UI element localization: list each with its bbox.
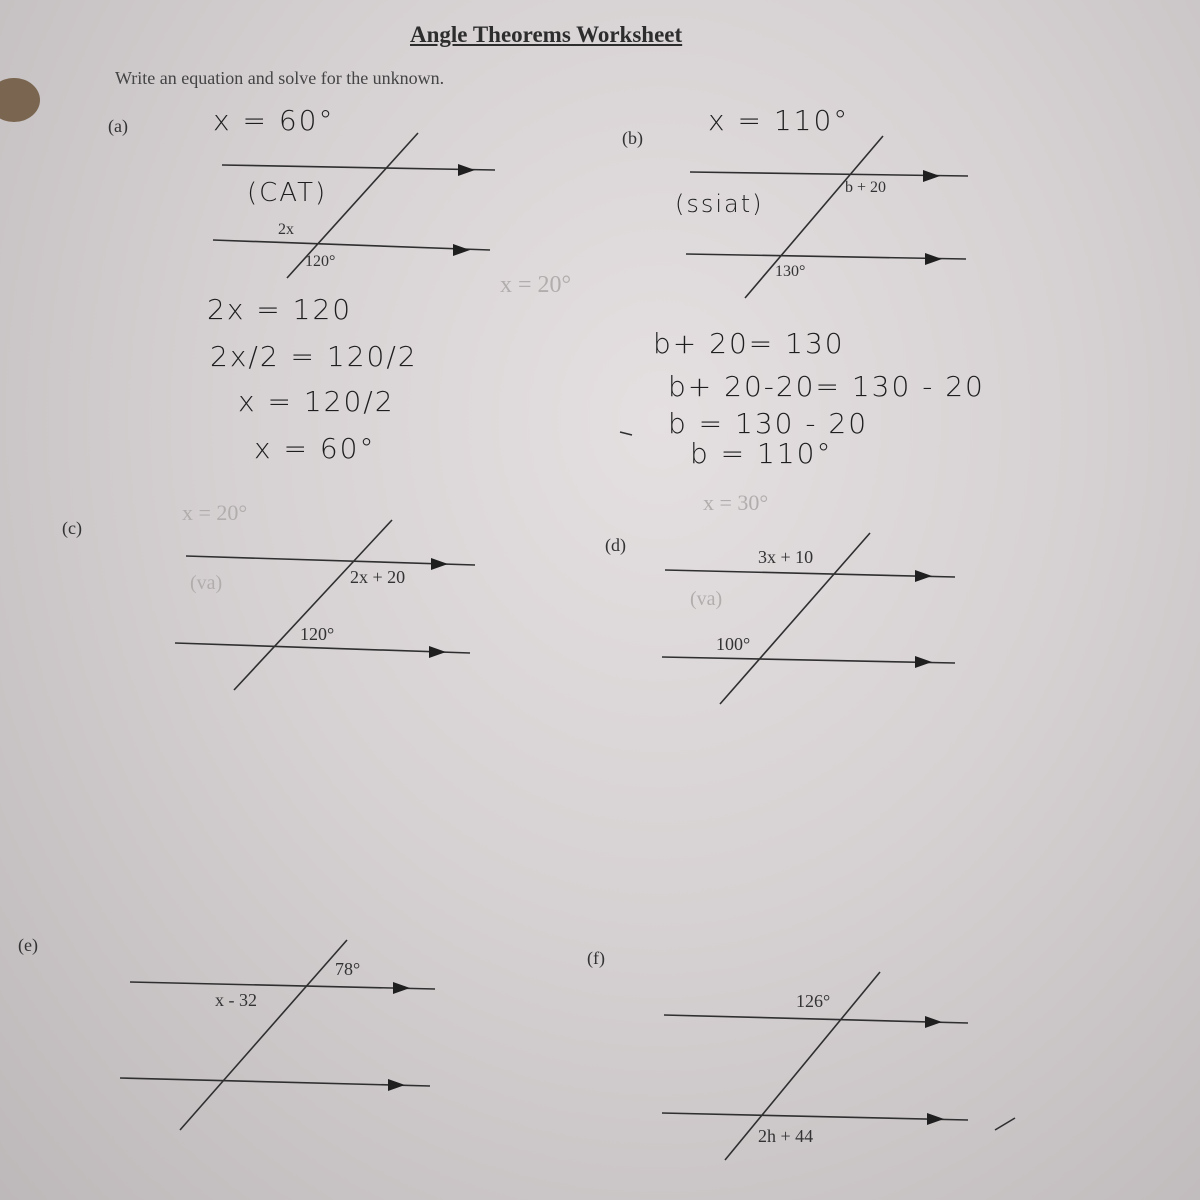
problem-b-theorem-note: (ssiat) — [675, 190, 764, 218]
problem-c-angle-2: 120° — [300, 624, 335, 644]
problem-b-answer: x = 110° — [708, 104, 850, 137]
e-parallel-line-top — [130, 982, 435, 989]
problem-b-label: (b) — [622, 128, 643, 148]
problem-a-angle-2: 120° — [305, 253, 336, 270]
arrow-icon — [453, 244, 470, 256]
problem-a-work-line: 2x/2 = 120/2 — [210, 340, 418, 373]
problem-f-angle-1: 126° — [796, 991, 831, 1011]
arrow-icon — [429, 646, 446, 658]
stray-mark — [620, 432, 632, 435]
d-parallel-line-bottom — [662, 657, 955, 663]
problem-a-answer: x = 60° — [213, 104, 335, 137]
arrow-icon — [915, 656, 932, 668]
arrow-icon — [458, 164, 475, 176]
problem-a-label: (a) — [108, 116, 128, 136]
problem-a-work-line: 2x = 120 — [207, 293, 353, 326]
b-transversal — [745, 136, 883, 298]
problem-a-work-line: x = 120/2 — [238, 385, 395, 418]
problem-a-angle-1: 2x — [278, 221, 294, 238]
problem-d-faint-answer: x = 30° — [703, 490, 769, 515]
c-transversal — [234, 520, 392, 690]
faint-ghost-answer: x = 20° — [500, 272, 572, 298]
arrow-icon — [393, 982, 410, 994]
e-transversal — [180, 940, 347, 1130]
instructions: Write an equation and solve for the unknown. — [115, 68, 445, 88]
worksheet-title: Angle Theorems Worksheet — [410, 22, 683, 47]
problem-a-work-line: x = 60° — [254, 432, 376, 465]
problem-c-faint-note: (va) — [190, 572, 223, 594]
arrow-icon — [388, 1079, 405, 1091]
problem-a-theorem-note: (CAT) — [247, 178, 328, 208]
problem-e-label: (e) — [18, 935, 38, 955]
problem-b-work-line: b = 110° — [690, 437, 833, 470]
problem-d-angle-2: 100° — [716, 634, 751, 654]
problem-c-label: (c) — [62, 518, 82, 538]
arrow-icon — [927, 1113, 944, 1125]
arrow-icon — [915, 570, 932, 582]
b-parallel-line-bottom — [686, 254, 966, 259]
arrow-icon — [923, 170, 940, 182]
arrow-icon — [431, 558, 448, 570]
arrow-icon — [925, 253, 942, 265]
problem-d-angle-1: 3x + 10 — [758, 547, 814, 567]
problem-c-faint-answer: x = 20° — [182, 500, 248, 525]
a-parallel-line-bottom — [213, 240, 490, 250]
problem-b-angle-2: 130° — [775, 263, 806, 280]
problem-c-angle-1: 2x + 20 — [350, 567, 406, 587]
problem-d-faint-note: (va) — [690, 588, 723, 610]
problem-e-angle-1: 78° — [335, 959, 361, 979]
arrow-icon — [925, 1016, 942, 1028]
stray-mark — [995, 1118, 1015, 1130]
a-parallel-line-top — [222, 165, 495, 170]
problem-b-angle-1: b + 20 — [845, 179, 887, 196]
problem-b-work-line: b+ 20-20= 130 - 20 — [668, 370, 985, 403]
problem-b-work-line: b+ 20= 130 — [653, 327, 845, 360]
f-parallel-line-bottom — [662, 1113, 968, 1120]
problem-f-angle-2: 2h + 44 — [758, 1126, 814, 1146]
problem-f-label: (f) — [587, 948, 605, 968]
problem-d-label: (d) — [605, 535, 626, 555]
f-parallel-line-top — [664, 1015, 968, 1023]
problem-e-angle-2: x - 32 — [215, 990, 257, 1010]
d-parallel-line-top — [665, 570, 955, 577]
e-parallel-line-bottom — [120, 1078, 430, 1086]
problem-b-work-line: b = 130 - 20 — [668, 407, 869, 440]
